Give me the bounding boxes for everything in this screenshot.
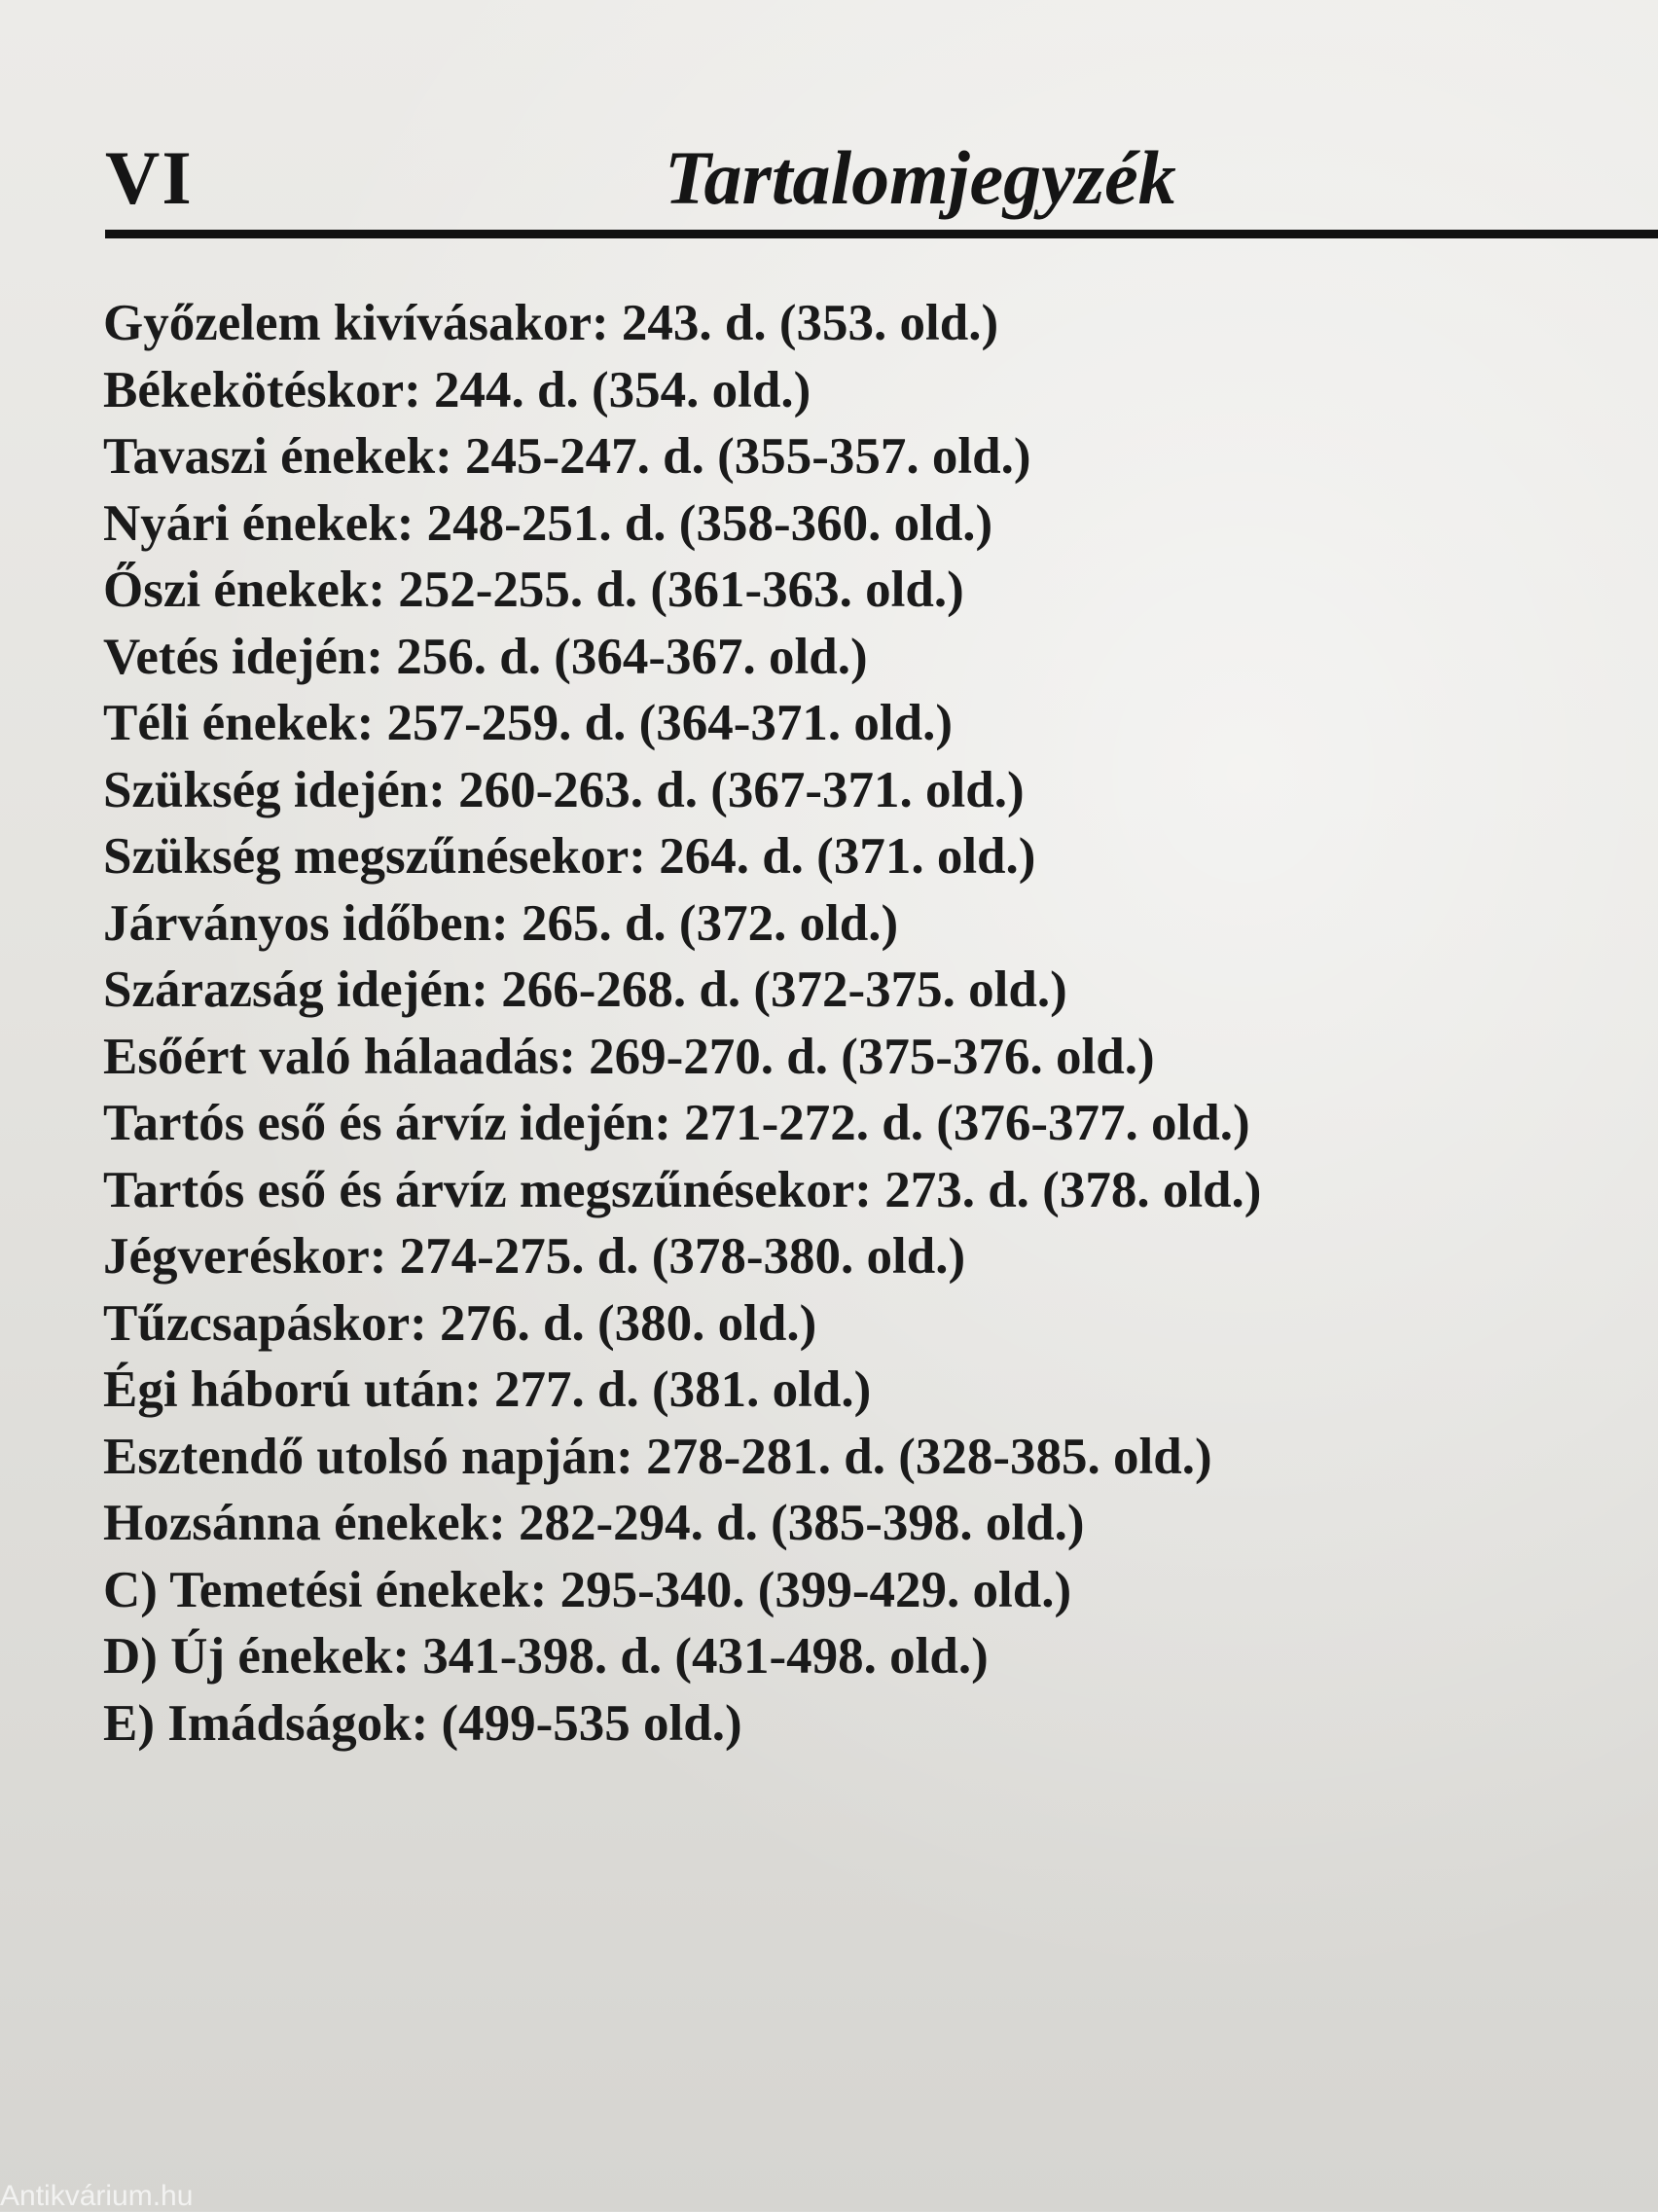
toc-entry: Téli énekek: 257-259. d. (364-371. old.) bbox=[103, 695, 953, 751]
toc-entry: Tartós eső és árvíz megszűnésekor: 273. d. (378. old.) bbox=[103, 1161, 1262, 1218]
toc-entry: C) Temetési énekek: 295-340. (399-429. old.) bbox=[103, 1561, 1072, 1618]
toc-entry: Égi háború után: 277. d. (381. old.) bbox=[103, 1361, 872, 1418]
toc-entry: Tartós eső és árvíz idején: 271-272. d. (376-377. old.) bbox=[103, 1095, 1250, 1151]
toc-entry: Békekötéskor: 244. d. (354. old.) bbox=[103, 361, 811, 418]
toc-entry: Esőért való hálaadás: 269-270. d. (375-376. old.) bbox=[103, 1028, 1155, 1085]
toc-entry: Vetés idején: 256. d. (364-367. old.) bbox=[103, 628, 868, 685]
toc-entry: Járványos időben: 265. d. (372. old.) bbox=[103, 894, 899, 952]
toc-entry: D) Új énekek: 341-398. d. (431-498. old.) bbox=[103, 1628, 989, 1685]
table-of-contents bbox=[103, 290, 1261, 1757]
toc-entry: Tavaszi énekek: 245-247. d. (355-357. old.) bbox=[103, 428, 1031, 485]
toc-entry: Győzelem kivívásakor: 243. d. (353. old.) bbox=[103, 295, 999, 351]
toc-entry: Őszi énekek: 252-255. d. (361-363. old.) bbox=[103, 562, 964, 618]
page-number: VI bbox=[105, 135, 194, 220]
header-rule bbox=[105, 230, 1658, 238]
watermark: Antikvárium.hu bbox=[0, 2180, 194, 2212]
toc-entry: Jégveréskor: 274-275. d. (378-380. old.) bbox=[103, 1228, 966, 1285]
page-header bbox=[105, 134, 1658, 241]
toc-entry: Szárazság idején: 266-268. d. (372-375. old.) bbox=[103, 961, 1067, 1018]
header-title: Tartalomjegyzék bbox=[665, 135, 1176, 220]
toc-entry: Szükség megszűnésekor: 264. d. (371. old.) bbox=[103, 828, 1036, 885]
toc-entry: Tűzcsapáskor: 276. d. (380. old.) bbox=[103, 1294, 817, 1352]
toc-entry: Szükség idején: 260-263. d. (367-371. old.) bbox=[103, 761, 1025, 818]
toc-entry: Esztendő utolsó napján: 278-281. d. (328-385. old.) bbox=[103, 1428, 1212, 1485]
toc-entry: Nyári énekek: 248-251. d. (358-360. old.) bbox=[103, 494, 993, 552]
toc-entry: Hozsánna énekek: 282-294. d. (385-398. old.) bbox=[103, 1495, 1085, 1551]
toc-entry: E) Imádságok: (499-535 old.) bbox=[103, 1694, 742, 1752]
